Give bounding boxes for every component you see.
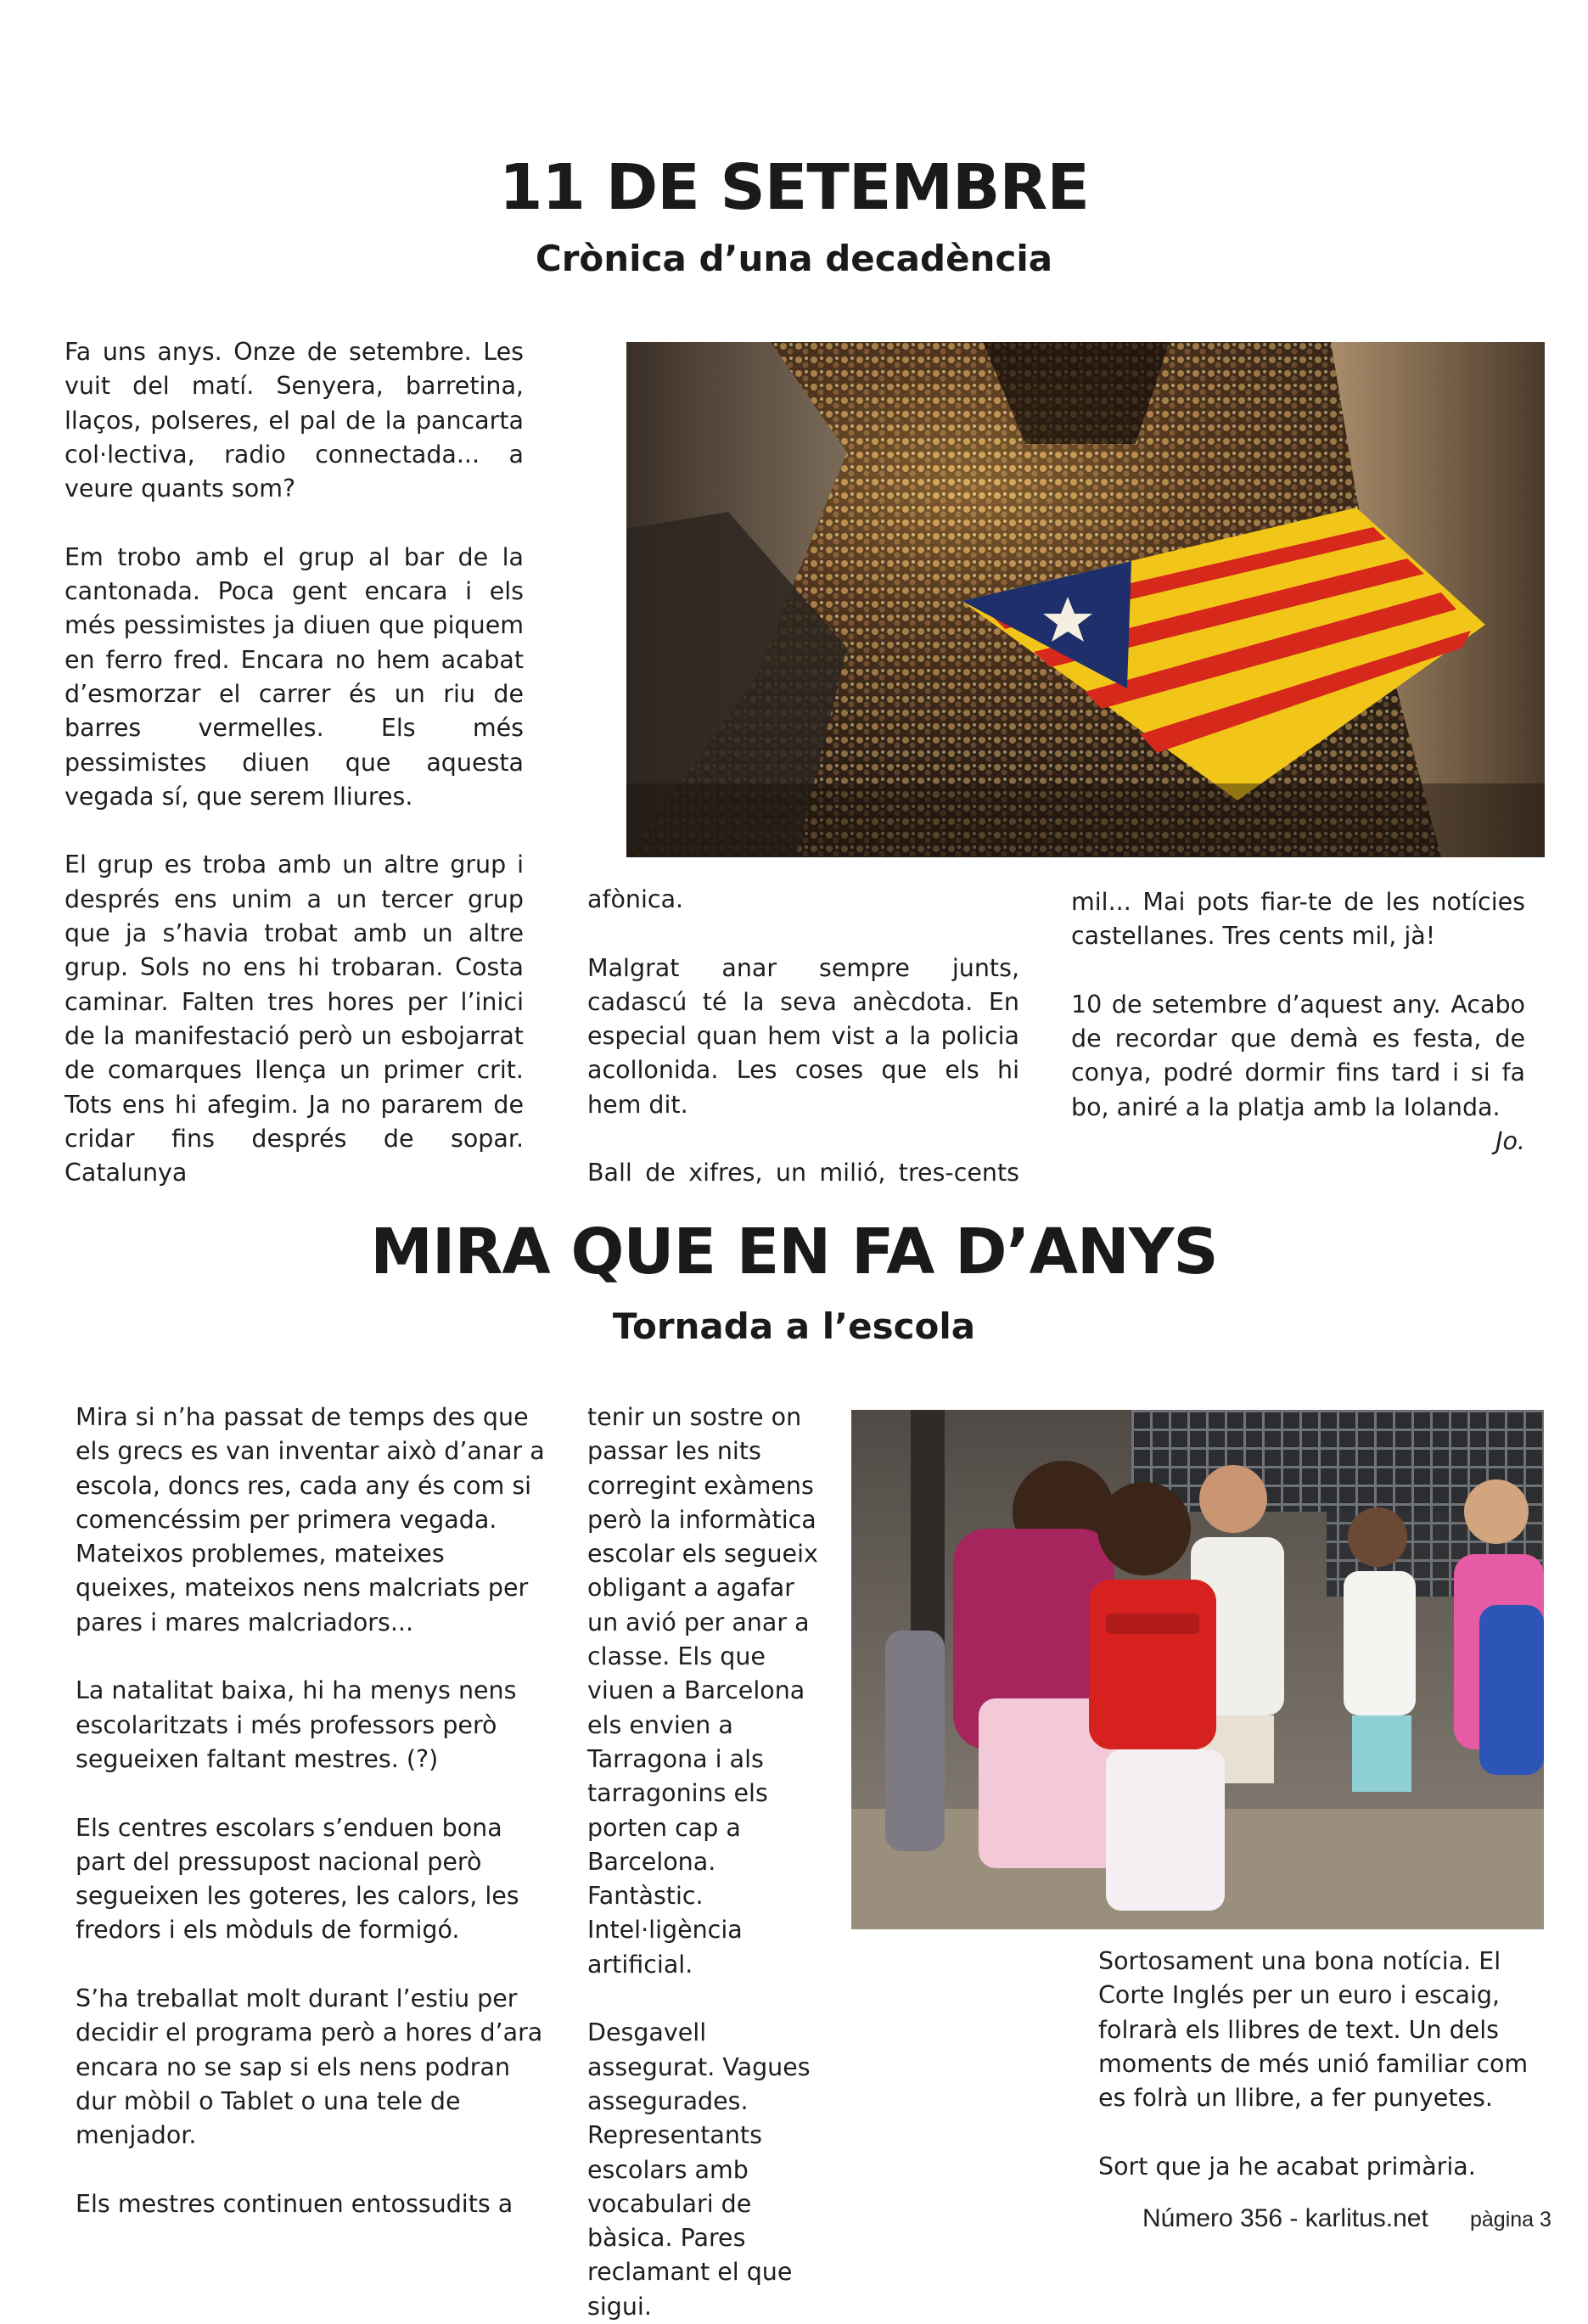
paragraph: Mira si n’ha passat de temps des que els grecs es van inventar això d’anar a escola, doncs res, cada any és com si comencéssim per primera vegada. Mateixos problemes, mateixes queixes, mateixos nens malcriats per pares i mares malcriadors... [76,1403,545,1636]
paragraph: tenir un sostre on passar les nits corregint exàmens però la informàtica escolar els segueix obligant a agafar un avió per anar a classe. Els que viuen a Barcelona els envien a Tarragona i als tarragonins els porten cap a Barcelona. Fantàstic. Intel·ligència artificial. [587,1403,818,1979]
protest-photo [626,342,1545,857]
paragraph: Els mestres continuen entossudits a [76,2189,513,2218]
article2-subtitle: Tornada a l’escola [612,1305,976,1347]
paragraph: El grup es troba amb un altre grup i després ens unim a un tercer grup que ja s’havia trobat amb un altre grup. Sols no ens hi trobaran. Costa caminar. Falten tres hores per l’inici de la manifestació però un esbojarrat de comarques llença un primer crit. Tots ens hi afegim. Ja no pararem de cridar fins després de sopar. Catalunya [65,850,524,1187]
paragraph: Sortosament una bona notícia. El Corte Inglés per un euro i escaig, folrarà els llibres de text. Un dels moments de més unió familiar com es folrà un llibre, a fer punyetes. [1098,1947,1529,2113]
paragraph: 10 de setembre d’aquest any. Acabo de recordar que demà es festa, de conya, podré dormir fins tard i si fa bo, aniré a la platja amb la Iolanda. [1071,990,1525,1121]
article2-column-2 [587,1401,823,2324]
page-number: pàgina 3 [1470,2208,1552,2231]
paragraph: Ball de xifres, un milió, tres-cents [587,1159,1019,1187]
paragraph: S’ha treballat molt durant l’estiu per decidir el programa però a hores d’ara encara no se sap si els nens podran dur mòbil o Tablet o una tele de menjador. [76,1984,543,2150]
article1-column-3 [1071,885,1525,1159]
article1-column-2 [587,883,1019,1191]
children-backpacks-image [851,1410,1544,1929]
paragraph: Desgavell assegurat. Vagues assegurades. Representants escolars amb vocabulari de bàsica. Pares reclamant el que sigui. [587,2018,811,2321]
issue-footer: Número 356 - karlitus.net [1142,2204,1428,2232]
paragraph: mil... Mai pots fiar-te de les notícies castellanes. Tres cents mil, jà! [1071,888,1525,951]
paragraph: La natalitat baixa, hi ha menys nens escolaritzats i més professors però segueixen faltant mestres. (?) [76,1676,517,1773]
paragraph: Malgrat anar sempre junts, cadascú té la seva anècdota. En especial quan hem vist a la policia acollonida. Les coses que els hi hem dit. [587,953,1019,1119]
article1-column-1 [65,335,524,1190]
paragraph: afònica. [587,885,684,913]
article1-subtitle: Crònica d’una decadència [535,238,1053,279]
estelada-crowd-image [626,342,1545,857]
signature: Jo. [1495,1127,1525,1156]
paragraph: Fa uns anys. Onze de setembre. Les vuit del matí. Senyera, barretina, llaços, polseres, el pal de la pancarta col·lectiva, radio connectada... a veure quants som? [65,338,524,503]
paragraph: Sort que ja he acabat primària. [1098,2152,1476,2181]
article2-column-3 [1098,1945,1540,2184]
article1-title: 11 DE SETEMBRE [499,151,1089,224]
paragraph: Em trobo amb el grup al bar de la cantonada. Poca gent encara i els més pessimistes ja diuen que piquem en ferro fred. Encara no hem acabat d’esmorzar el carrer és un riu de barres vermelles. Els més pessimistes diuen que aquesta vegada sí, que serem lliures. [65,542,524,811]
school-children-photo [851,1410,1544,1929]
article2-column-1 [76,1401,551,2221]
article2-title: MIRA QUE EN FA D’ANYS [370,1215,1218,1288]
paragraph: Els centres escolars s’enduen bona part del pressupost nacional però segueixen les goteres, les calors, les fredors i els mòduls de formigó. [76,1813,519,1945]
